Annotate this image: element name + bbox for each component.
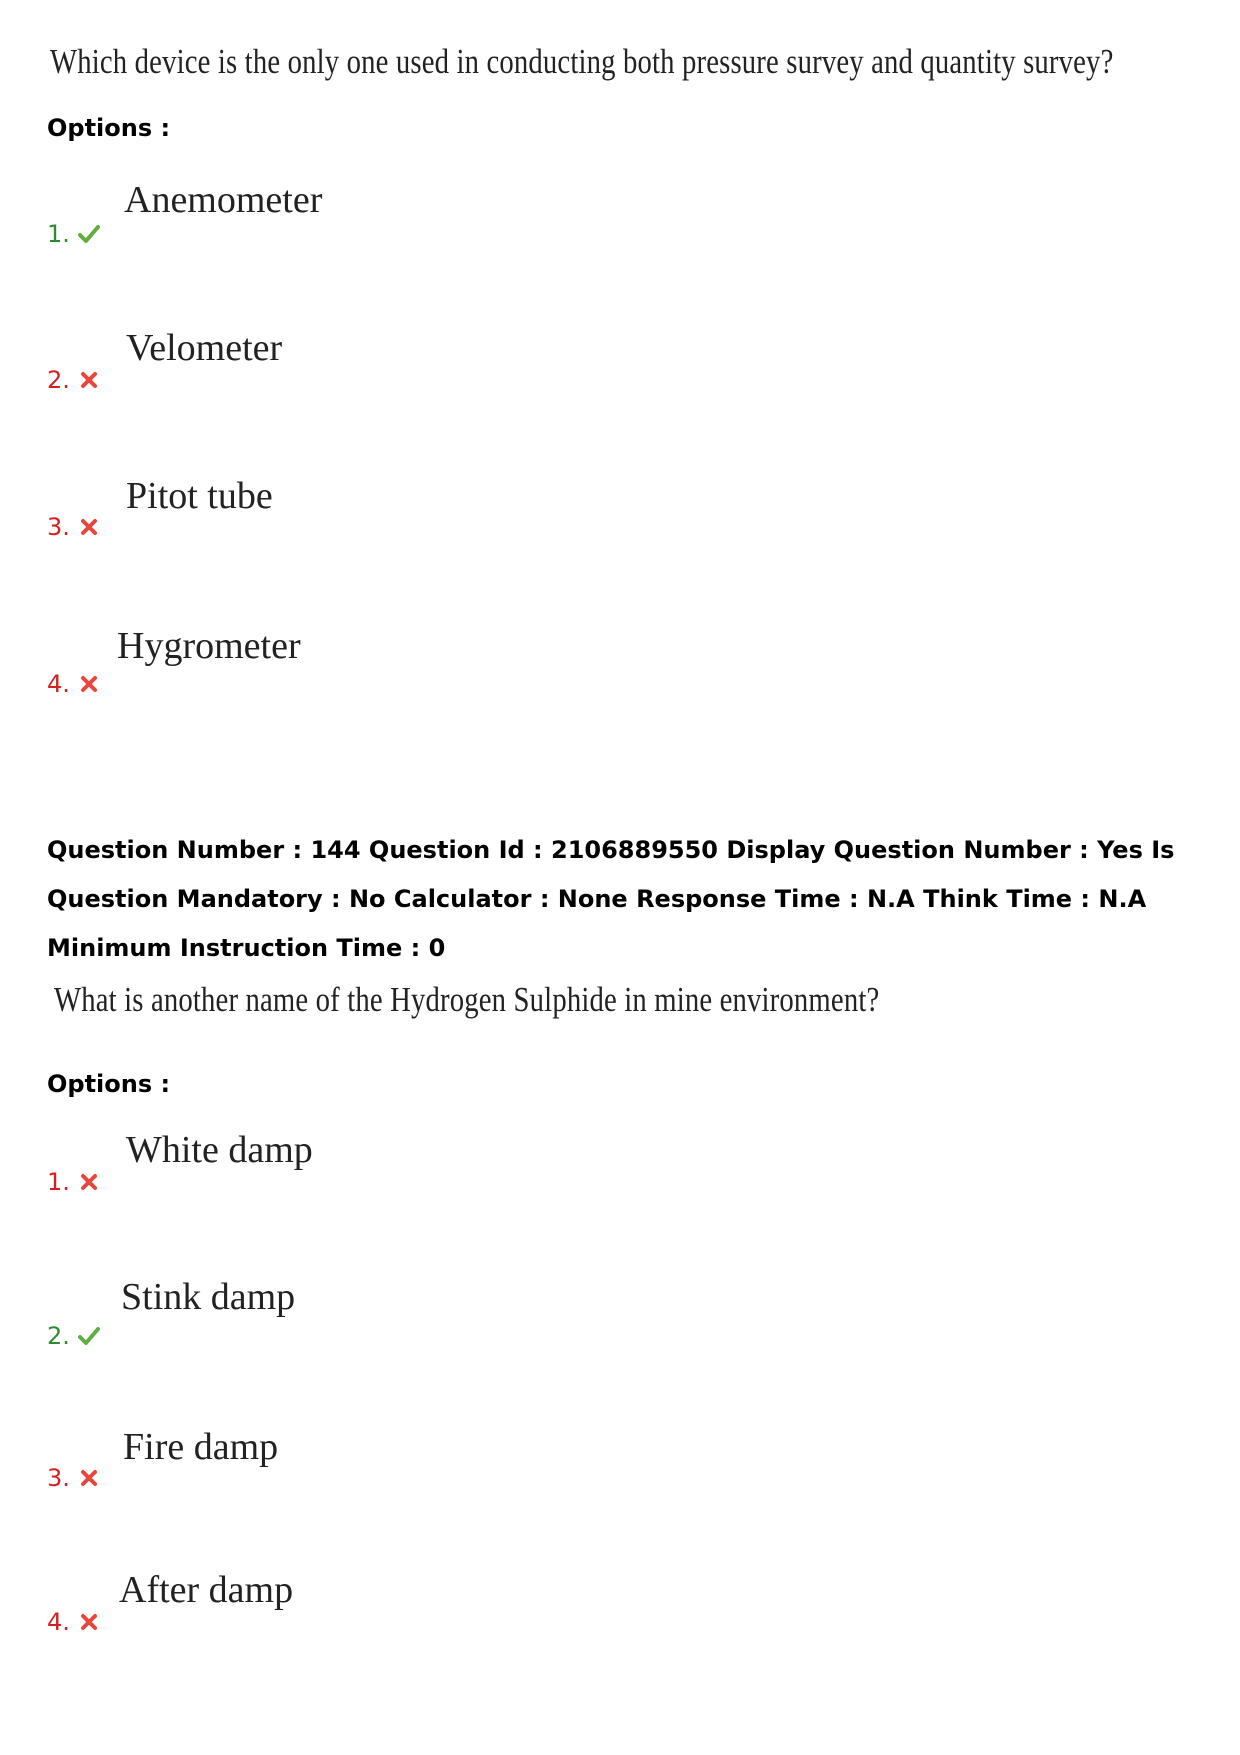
option-number-label: 1. [47,220,70,248]
option-number [47,1168,100,1196]
question-text: What is another name of the Hydrogen Sulphide in mine environment? [54,980,880,1019]
cross-icon [78,369,100,391]
options-label: Options : [47,114,171,142]
check-icon [78,1325,100,1347]
cross-icon [78,1611,100,1633]
option-number-label: 3. [47,1464,70,1492]
option-number-label: 1. [47,1168,70,1196]
option-number-label: 2. [47,366,70,394]
option-text: Hygrometer [117,625,301,667]
option-number-label: 3. [47,513,70,541]
question-meta: Question Number : 144 Question Id : 2106889550 Display Question Number : Yes Is Question Mandatory : No Calculator : None Response Time : N.A Think Time : N.A Minimum Instruction Time : 0 [47,836,1175,962]
option-number-label: 4. [47,1608,70,1636]
options-label: Options : [47,1070,171,1098]
cross-icon [78,516,100,538]
option-number [47,366,100,394]
cross-icon [78,1467,100,1489]
option-number [47,513,100,541]
cross-icon [78,1171,100,1193]
option-number [47,670,100,698]
option-text: Stink damp [121,1276,296,1318]
question-text: Which device is the only one used in conducting both pressure survey and quantity survey? [50,42,1114,81]
option-text: White damp [126,1129,313,1171]
option-number-label: 4. [47,670,70,698]
option-number-label: 2. [47,1322,70,1350]
option-text: Pitot tube [126,475,273,517]
check-icon [78,223,100,245]
option-text: Velometer [126,327,283,369]
option-number [47,1464,100,1492]
option-text: Fire damp [123,1426,279,1468]
option-text: Anemometer [124,179,323,221]
option-number [47,1608,100,1636]
cross-icon [78,673,100,695]
option-number [47,1322,100,1350]
option-number [47,220,100,248]
option-text: After damp [119,1569,294,1611]
